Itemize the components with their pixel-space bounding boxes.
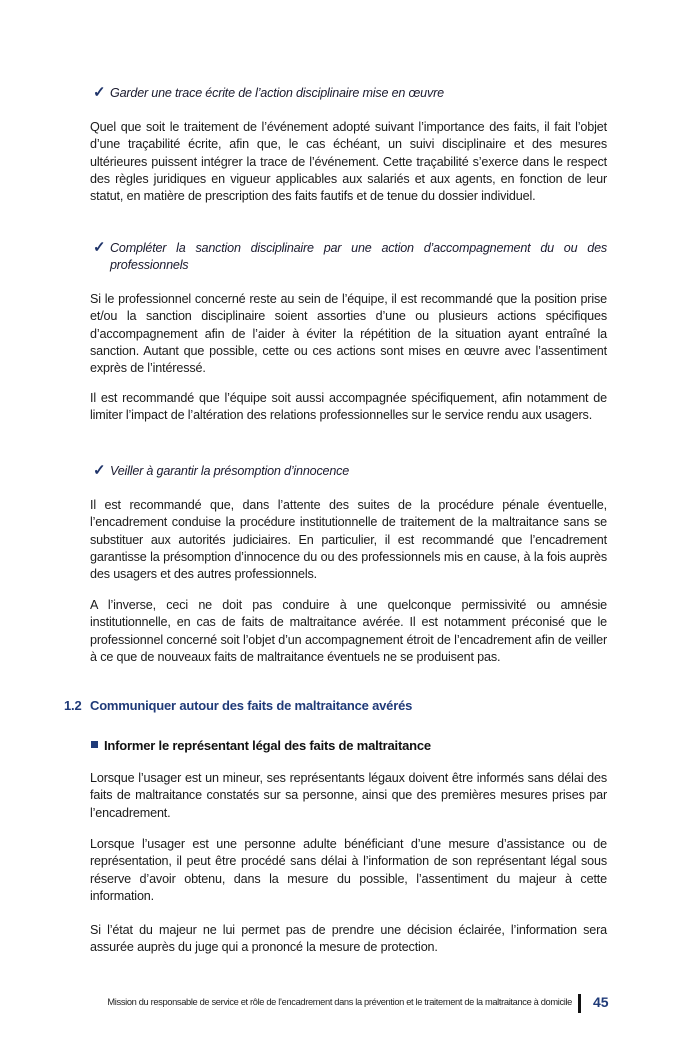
checkmark-icon: ✓	[93, 239, 106, 256]
paragraph: Quel que soit le traitement de l’événement adopté suivant l’importance des faits, il fait l’objet d’une traçabilité écrite, afin que, le cas échéant, un suivi disciplinaire et des mesures ultérieures puissent intégrer la trace de l’événement. Cette traçabilité s’exerce dans le respect des règles juridiques en vigueur applicables aux salariés et aux agents, en fonction de leur statut, en matière de prescription des faits fautifs et de tenue du dossier individuel.	[90, 120, 607, 204]
paragraph-block	[90, 390, 607, 425]
paragraph-block	[90, 922, 607, 957]
section-title: Communiquer autour des faits de maltraitance avérés	[90, 698, 413, 713]
section-number: 1.2	[64, 698, 82, 713]
check-heading-presomption	[93, 463, 607, 480]
footer-title: Mission du responsable de service et rôle de l’encadrement dans la prévention et le traitement de la maltraitance à domicile	[107, 997, 572, 1007]
footer-divider	[578, 994, 581, 1013]
checkmark-icon: ✓	[93, 462, 106, 479]
check-heading-accompagnement	[93, 240, 607, 274]
page-footer	[0, 994, 693, 1014]
paragraph: Il est recommandé que, dans l’attente des suites de la procédure pénale éventuelle, l’encadrement conduise la procédure institutionnelle de traitement de la maltraitance sans se substituer aux autorités judiciaires. En particulier, il est recommandé que l’encadrement garantisse la présomption d’innocence du ou des professionnels mis en cause, à la fois auprès des usagers et des autres professionnels.	[90, 498, 607, 582]
paragraph-block	[90, 836, 607, 905]
checkmark-icon: ✓	[93, 84, 106, 101]
paragraph-block	[90, 597, 607, 666]
paragraph-block	[90, 497, 607, 583]
paragraph: Si l’état du majeur ne lui permet pas de prendre une décision éclairée, l’information sera assurée auprès du juge qui a prononcé la mesure de protection.	[90, 923, 607, 955]
heading-text: Veiller à garantir la présomption d’innocence	[110, 464, 350, 478]
page-number: 45	[593, 994, 609, 1010]
subsection-title: Informer le représentant légal des faits de maltraitance	[104, 738, 431, 753]
heading-text: Compléter la sanction disciplinaire par une action d’accompagnement du ou des professionnels	[110, 241, 607, 272]
check-heading-trace	[93, 85, 607, 102]
paragraph-block	[90, 119, 607, 205]
paragraph-block	[90, 770, 607, 822]
section-heading	[64, 698, 412, 713]
paragraph: Il est recommandé que l’équipe soit aussi accompagnée spécifiquement, afin notamment de limiter l’impact de l’altération des relations professionnelles sur le service rendu aux usagers.	[90, 391, 607, 423]
heading-text: Garder une trace écrite de l’action disciplinaire mise en œuvre	[110, 86, 444, 100]
paragraph: Si le professionnel concerné reste au sein de l’équipe, il est recommandé que la position prise et/ou la sanction disciplinaire soient assorties d’une ou plusieurs actions spécifiques d’accompagnement afin de l’aider à éviter la répétition de la situation ayant entraîné la sanction. Autant que possible, cette ou ces actions sont mises en œuvre avec l’assentiment exprès de l’intéressé.	[90, 292, 607, 376]
paragraph: A l’inverse, ceci ne doit pas conduire à une quelconque permissivité ou amnésie institutionnelle, en cas de faits de maltraitance avérée. Il est notamment préconisé que le professionnel concerné soit l’objet d’un accompagnement étroit de l’encadrement afin de veiller à ce que de nouveaux faits de maltraitance éventuels ne se produisent pas.	[90, 598, 607, 664]
paragraph-block	[90, 291, 607, 377]
subsection-heading	[91, 738, 431, 753]
paragraph: Lorsque l’usager est un mineur, ses représentants légaux doivent être informés sans délai des faits de maltraitance constatés sur sa personne, ainsi que des premières mesures prises par l’encadrement.	[90, 771, 607, 820]
square-bullet-icon	[91, 741, 98, 748]
paragraph: Lorsque l’usager est une personne adulte bénéficiant d’une mesure d’assistance ou de représentation, il peut être procédé sans délai à l’information de son représentant légal sous réserve d’avoir obtenu, dans la mesure du possible, l’assentiment du majeur à cette information.	[90, 837, 607, 903]
